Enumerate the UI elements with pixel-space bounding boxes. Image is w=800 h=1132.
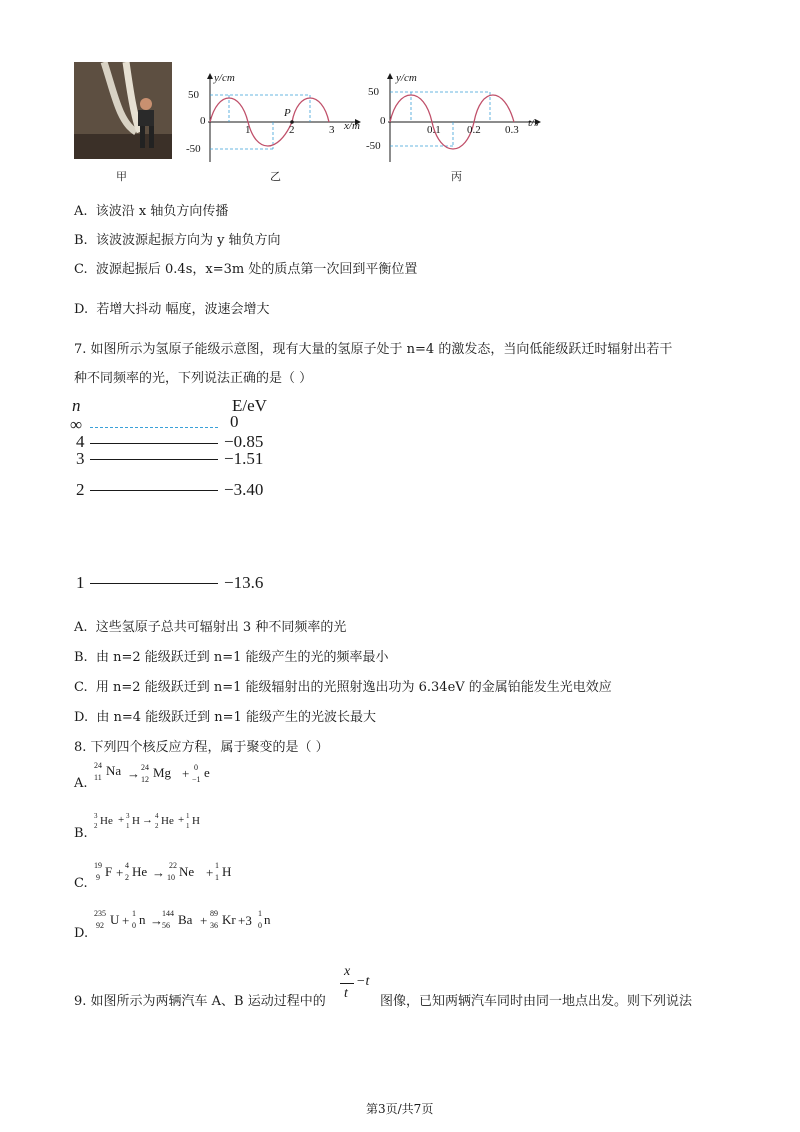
q7-stem-line1: 7. 如图所示为氢原子能级示意图，现有大量的氢原子处于 n=4 的激发态，当向低能级跃迁时辐射出若干 bbox=[74, 342, 673, 357]
bing-ytick-50: 50 bbox=[368, 86, 379, 98]
q7-option-d bbox=[74, 706, 376, 725]
q7-option-b-text: 由 n=2 能级跃迁到 n=1 能级产生的光的频率最小 bbox=[95, 650, 389, 665]
q8-c-letter: C. bbox=[74, 876, 88, 891]
q6-option-d-text: 若增大抖动 幅度，波速会增大 bbox=[96, 302, 270, 317]
q6-option-a bbox=[74, 200, 228, 219]
q8-option-b: B. 3 2 He + 3 1 H → 4 2 He + 1 1 H bbox=[74, 812, 200, 841]
q7-option-a bbox=[74, 616, 346, 635]
q8-a-arrow: → bbox=[127, 766, 140, 781]
q8-c-plus2: + bbox=[206, 865, 214, 880]
q6-option-b bbox=[74, 229, 281, 248]
yi-xtick-3: 3 bbox=[329, 124, 335, 136]
figure-bing-wave bbox=[366, 70, 548, 170]
q6-option-b-letter: B. bbox=[74, 233, 88, 248]
level-1-n: 1 bbox=[76, 573, 85, 592]
figure-yi-wave bbox=[186, 70, 368, 170]
level-3-energy: −1.51 bbox=[224, 449, 264, 468]
level-1-energy: −13.6 bbox=[224, 573, 264, 592]
q8-b-arrow: → bbox=[142, 814, 153, 826]
page-footer: 第3页/共7页 bbox=[366, 1102, 434, 1116]
q6-option-c-text: 波源起振后 0.4s，x=3m 处的质点第一次回到平衡位置 bbox=[95, 262, 418, 277]
q7-stem-line2: 种不同频率的光，下列说法正确的是（ ） bbox=[74, 371, 313, 386]
q9-frac-num: x bbox=[344, 964, 351, 979]
q8-c-plus1: + bbox=[116, 865, 124, 880]
q7-option-d-text: 由 n=4 能级跃迁到 n=1 能级产生的光波长最大 bbox=[96, 710, 376, 725]
q8-option-a: A. 24 11 Na → 24 12 Mg + 0 −1 e bbox=[74, 761, 210, 791]
level-4-line bbox=[90, 443, 218, 444]
figure-jia-caption: 甲 bbox=[116, 170, 127, 183]
yi-xtick-1: 1 bbox=[245, 124, 251, 136]
bing-xtick-0.2: 0.2 bbox=[467, 124, 481, 136]
q6-option-d bbox=[74, 298, 270, 317]
q8-stem: 8. 下列四个核反应方程，属于聚变的是（ ） bbox=[74, 740, 329, 755]
bing-xtick-0.3: 0.3 bbox=[505, 124, 519, 136]
q8-b-plus2: + bbox=[178, 814, 185, 826]
q7-option-d-letter: D. bbox=[74, 710, 89, 725]
level-2-line bbox=[90, 490, 218, 491]
yi-x-axis-label: x/m bbox=[344, 120, 360, 132]
q8-b-plus1: + bbox=[118, 814, 125, 826]
bing-x-axis-label: t/s bbox=[528, 117, 539, 129]
yi-ytick-neg50: -50 bbox=[186, 143, 201, 155]
q8-option-d: D. 235 92 U + 1 0 n → 144 56 Ba + 89 36 Kr +3 1 0 n bbox=[74, 909, 271, 941]
level-1-line bbox=[90, 583, 218, 584]
figure-bing-caption: 丙 bbox=[451, 170, 462, 183]
q9-frac-tail: −t bbox=[356, 974, 370, 989]
q6-option-c-letter: C. bbox=[74, 262, 88, 277]
q9-fraction bbox=[338, 964, 378, 1012]
level-inf-line bbox=[90, 427, 218, 428]
bing-ytick-neg50: -50 bbox=[366, 140, 381, 152]
yi-point-p: P bbox=[284, 107, 291, 119]
q7-option-c-letter: C. bbox=[74, 680, 88, 695]
q8-a-plus: + bbox=[182, 766, 190, 781]
yi-y-axis-label: y/cm bbox=[214, 72, 235, 84]
figure-yi-svg bbox=[198, 70, 368, 170]
q8-a-letter: A. bbox=[74, 776, 88, 791]
yi-xtick-2: 2 bbox=[289, 124, 295, 136]
bing-y-axis-label: y/cm bbox=[396, 72, 417, 84]
level-4-energy: −0.85 bbox=[224, 432, 264, 451]
level-2-energy: −3.40 bbox=[224, 480, 264, 499]
yi-ytick-50: 50 bbox=[188, 89, 199, 101]
q8-d-letter: D. bbox=[74, 926, 89, 941]
q6-option-c bbox=[74, 258, 417, 277]
q8-c-arrow: → bbox=[152, 865, 165, 880]
bing-xtick-0.1: 0.1 bbox=[427, 124, 441, 136]
energy-level-diagram bbox=[70, 392, 310, 602]
level-inf-energy: 0 bbox=[230, 412, 239, 431]
q8-option-c: C. 19 9 F + 4 2 He → 22 10 Ne + 1 1 H bbox=[74, 861, 232, 891]
level-inf-n: ∞ bbox=[70, 415, 83, 434]
q7-option-a-letter: A. bbox=[74, 620, 88, 635]
bing-ytick-0: 0 bbox=[380, 115, 386, 127]
q7-option-a-text: 这些氢原子总共可辐射出 3 种不同频率的光 bbox=[95, 620, 347, 635]
level-4-n: 4 bbox=[76, 432, 85, 451]
e-header: E/eV bbox=[232, 396, 267, 415]
q9-frac-den: t bbox=[344, 986, 348, 1001]
q8-d-plus3: +3 bbox=[238, 913, 252, 928]
q8-d-plus2: + bbox=[200, 913, 208, 928]
yi-ytick-0: 0 bbox=[200, 115, 206, 127]
q8-b-letter: B. bbox=[74, 826, 88, 841]
q6-option-b-text: 该波波源起振方向为 y 轴负方向 bbox=[95, 233, 281, 248]
q9-stem-a: 9. 如图所示为两辆汽车 A、B 运动过程中的 bbox=[74, 994, 326, 1009]
q8-d-arrow: → bbox=[150, 913, 163, 928]
q9-frac-bar bbox=[340, 983, 354, 984]
level-2-n: 2 bbox=[76, 480, 85, 499]
q6-option-d-letter: D. bbox=[74, 302, 89, 317]
level-3-n: 3 bbox=[76, 449, 85, 468]
level-3-line bbox=[90, 459, 218, 460]
q7-option-b-letter: B. bbox=[74, 650, 88, 665]
q6-option-a-letter: A. bbox=[74, 204, 88, 219]
q9-stem-b: 图像，已知两辆汽车同时由同一地点出发。则下列说法 bbox=[380, 994, 693, 1009]
q6-option-a-text: 该波沿 x 轴负方向传播 bbox=[95, 204, 229, 219]
q8-d-plus1: + bbox=[122, 913, 130, 928]
figure-yi-caption: 乙 bbox=[270, 170, 281, 183]
figure-jia-photo bbox=[74, 62, 172, 159]
n-header: n bbox=[72, 396, 81, 415]
q7-option-c bbox=[74, 676, 612, 695]
q7-option-b bbox=[74, 646, 389, 665]
figure-bing-svg bbox=[378, 70, 548, 170]
q7-option-c-text: 用 n=2 能级跃迁到 n=1 能级辐射出的光照射逸出功为 6.34eV 的金属铂能发生光电效应 bbox=[95, 680, 612, 695]
